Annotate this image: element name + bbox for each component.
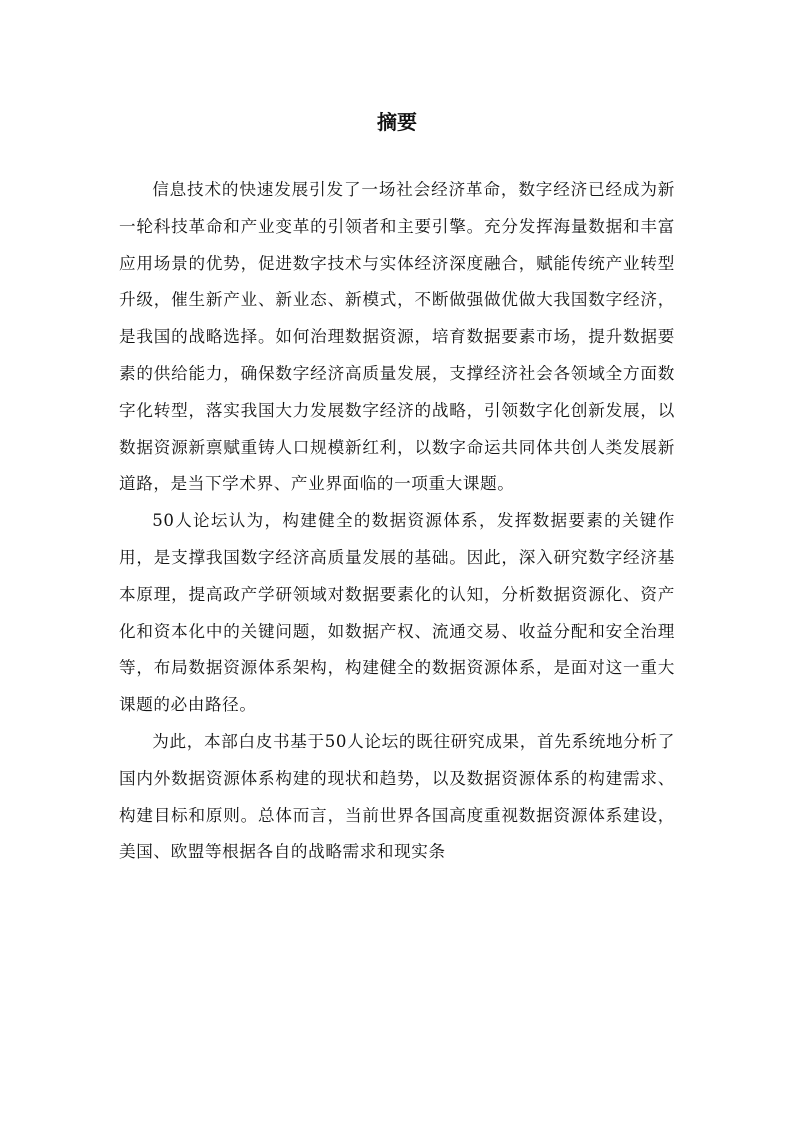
page-title: 摘要 [377, 110, 417, 134]
paragraph: 50人论坛认为，构建健全的数据资源体系，发挥数据要素的关键作用，是支撑我国数字经济高质量发展的基础。因此，深入研究数字经济基本原理，提高政产学研领域对数据要素化的认知，分析数据资源化、资产化和资本化中的关键问题，如数据产权、流通交易、收益分配和安全治理等，布局数据资源体系架构，构建健全的数据资源体系，是面对这一重大课题的必由路径。 [119, 511, 675, 715]
abstract-body [119, 172, 675, 871]
paragraph: 为此，本部白皮书基于50人论坛的既往研究成果，首先系统地分析了国内外数据资源体系构建的现状和趋势，以及数据资源体系的构建需求、构建目标和原则。总体而言，当前世界各国高度重视数据资源体系建设，美国、欧盟等根据各自的战略需求和现实条 [119, 731, 675, 862]
paragraph: 信息技术的快速发展引发了一场社会经济革命，数字经济已经成为新一轮科技革命和产业变革的引领者和主要引擎。充分发挥海量数据和丰富应用场景的优势，促进数字技术与实体经济深度融合，赋能传统产业转型升级，催生新产业、新业态、新模式，不断做强做优做大我国数字经济，是我国的战略选择。如何治理数据资源，培育数据要素市场，提升数据要素的供给能力，确保数字经济高质量发展，支撑经济社会各领域全方面数字化转型，落实我国大力发展数字经济的战略，引领数字化创新发展，以数据资源新禀赋重铸人口规模新红利，以数字命运共同体共创人类发展新道路，是当下学术界、产业界面临的一项重大课题。 [119, 180, 675, 494]
